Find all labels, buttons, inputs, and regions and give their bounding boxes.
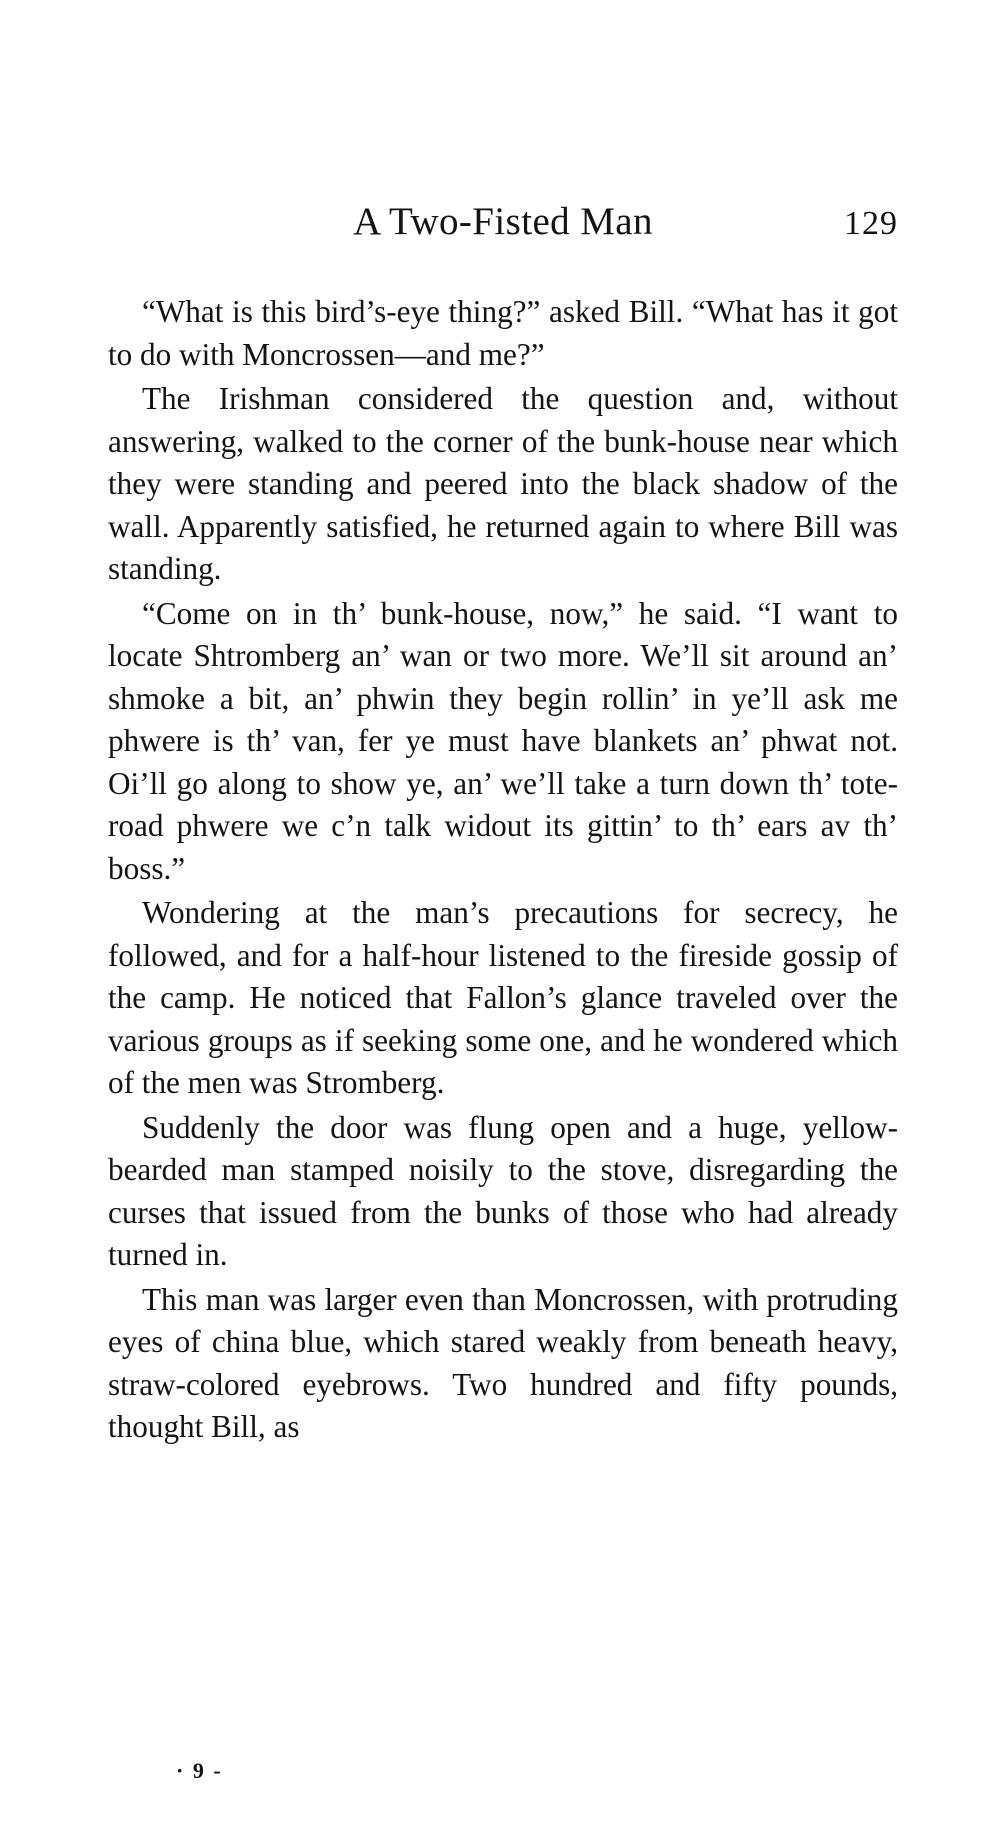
running-head (108, 196, 898, 248)
paragraph-6: This man was larger even than Moncrossen, with protruding eyes of china blue, which stared weakly from beneath heavy, straw-colored eyebrows. Two hundred and fifty pounds, thought Bill, as (108, 1281, 898, 1444)
paragraph-4: Wondering at the man’s precautions for secrecy, he followed, and for a half-hour listened to the fireside gossip of the camp. He noticed that Fallon’s glance traveled over the various groups as if seeking some one, and he wondered which of the men was Stromberg. (108, 895, 898, 1100)
paragraph-1: “What is this bird’s-eye thing?” asked Bill. “What has it got to do with Moncrossen—and me?” (108, 294, 898, 372)
paragraph-5: Suddenly the door was flung open and a huge, yellow-bearded man stamped noisily to the stove, disregarding the curses that issued from the bunks of those who had already turned in. (108, 1109, 898, 1272)
running-title: A Two-Fisted Man (353, 200, 653, 243)
paragraph-3: “Come on in th’ bunk-house, now,” he said. “I want to locate Shtromberg an’ wan or two more. We’ll sit around an’ shmoke a bit, an’ phwin they begin rollin’ in ye’ll ask me phwere is th’ van, fer ye must have blankets an’ phwat not. Oi’ll go along to show ye, an’ we’ll take a turn down th’ tote-road phwere we c’n talk widout its gittin’ to th’ ears av th’ boss.” (108, 595, 898, 886)
page-number: 129 (844, 205, 898, 242)
signature-mark: · 9 ‐ (176, 1758, 223, 1783)
body-text (108, 291, 898, 1449)
paragraph-2: The Irishman considered the question and, without answering, walked to the corner of the bunk-house near which they were standing and peered into the black shadow of the wall. Apparently satisfied, he returned again to where Bill was standing. (108, 381, 898, 586)
